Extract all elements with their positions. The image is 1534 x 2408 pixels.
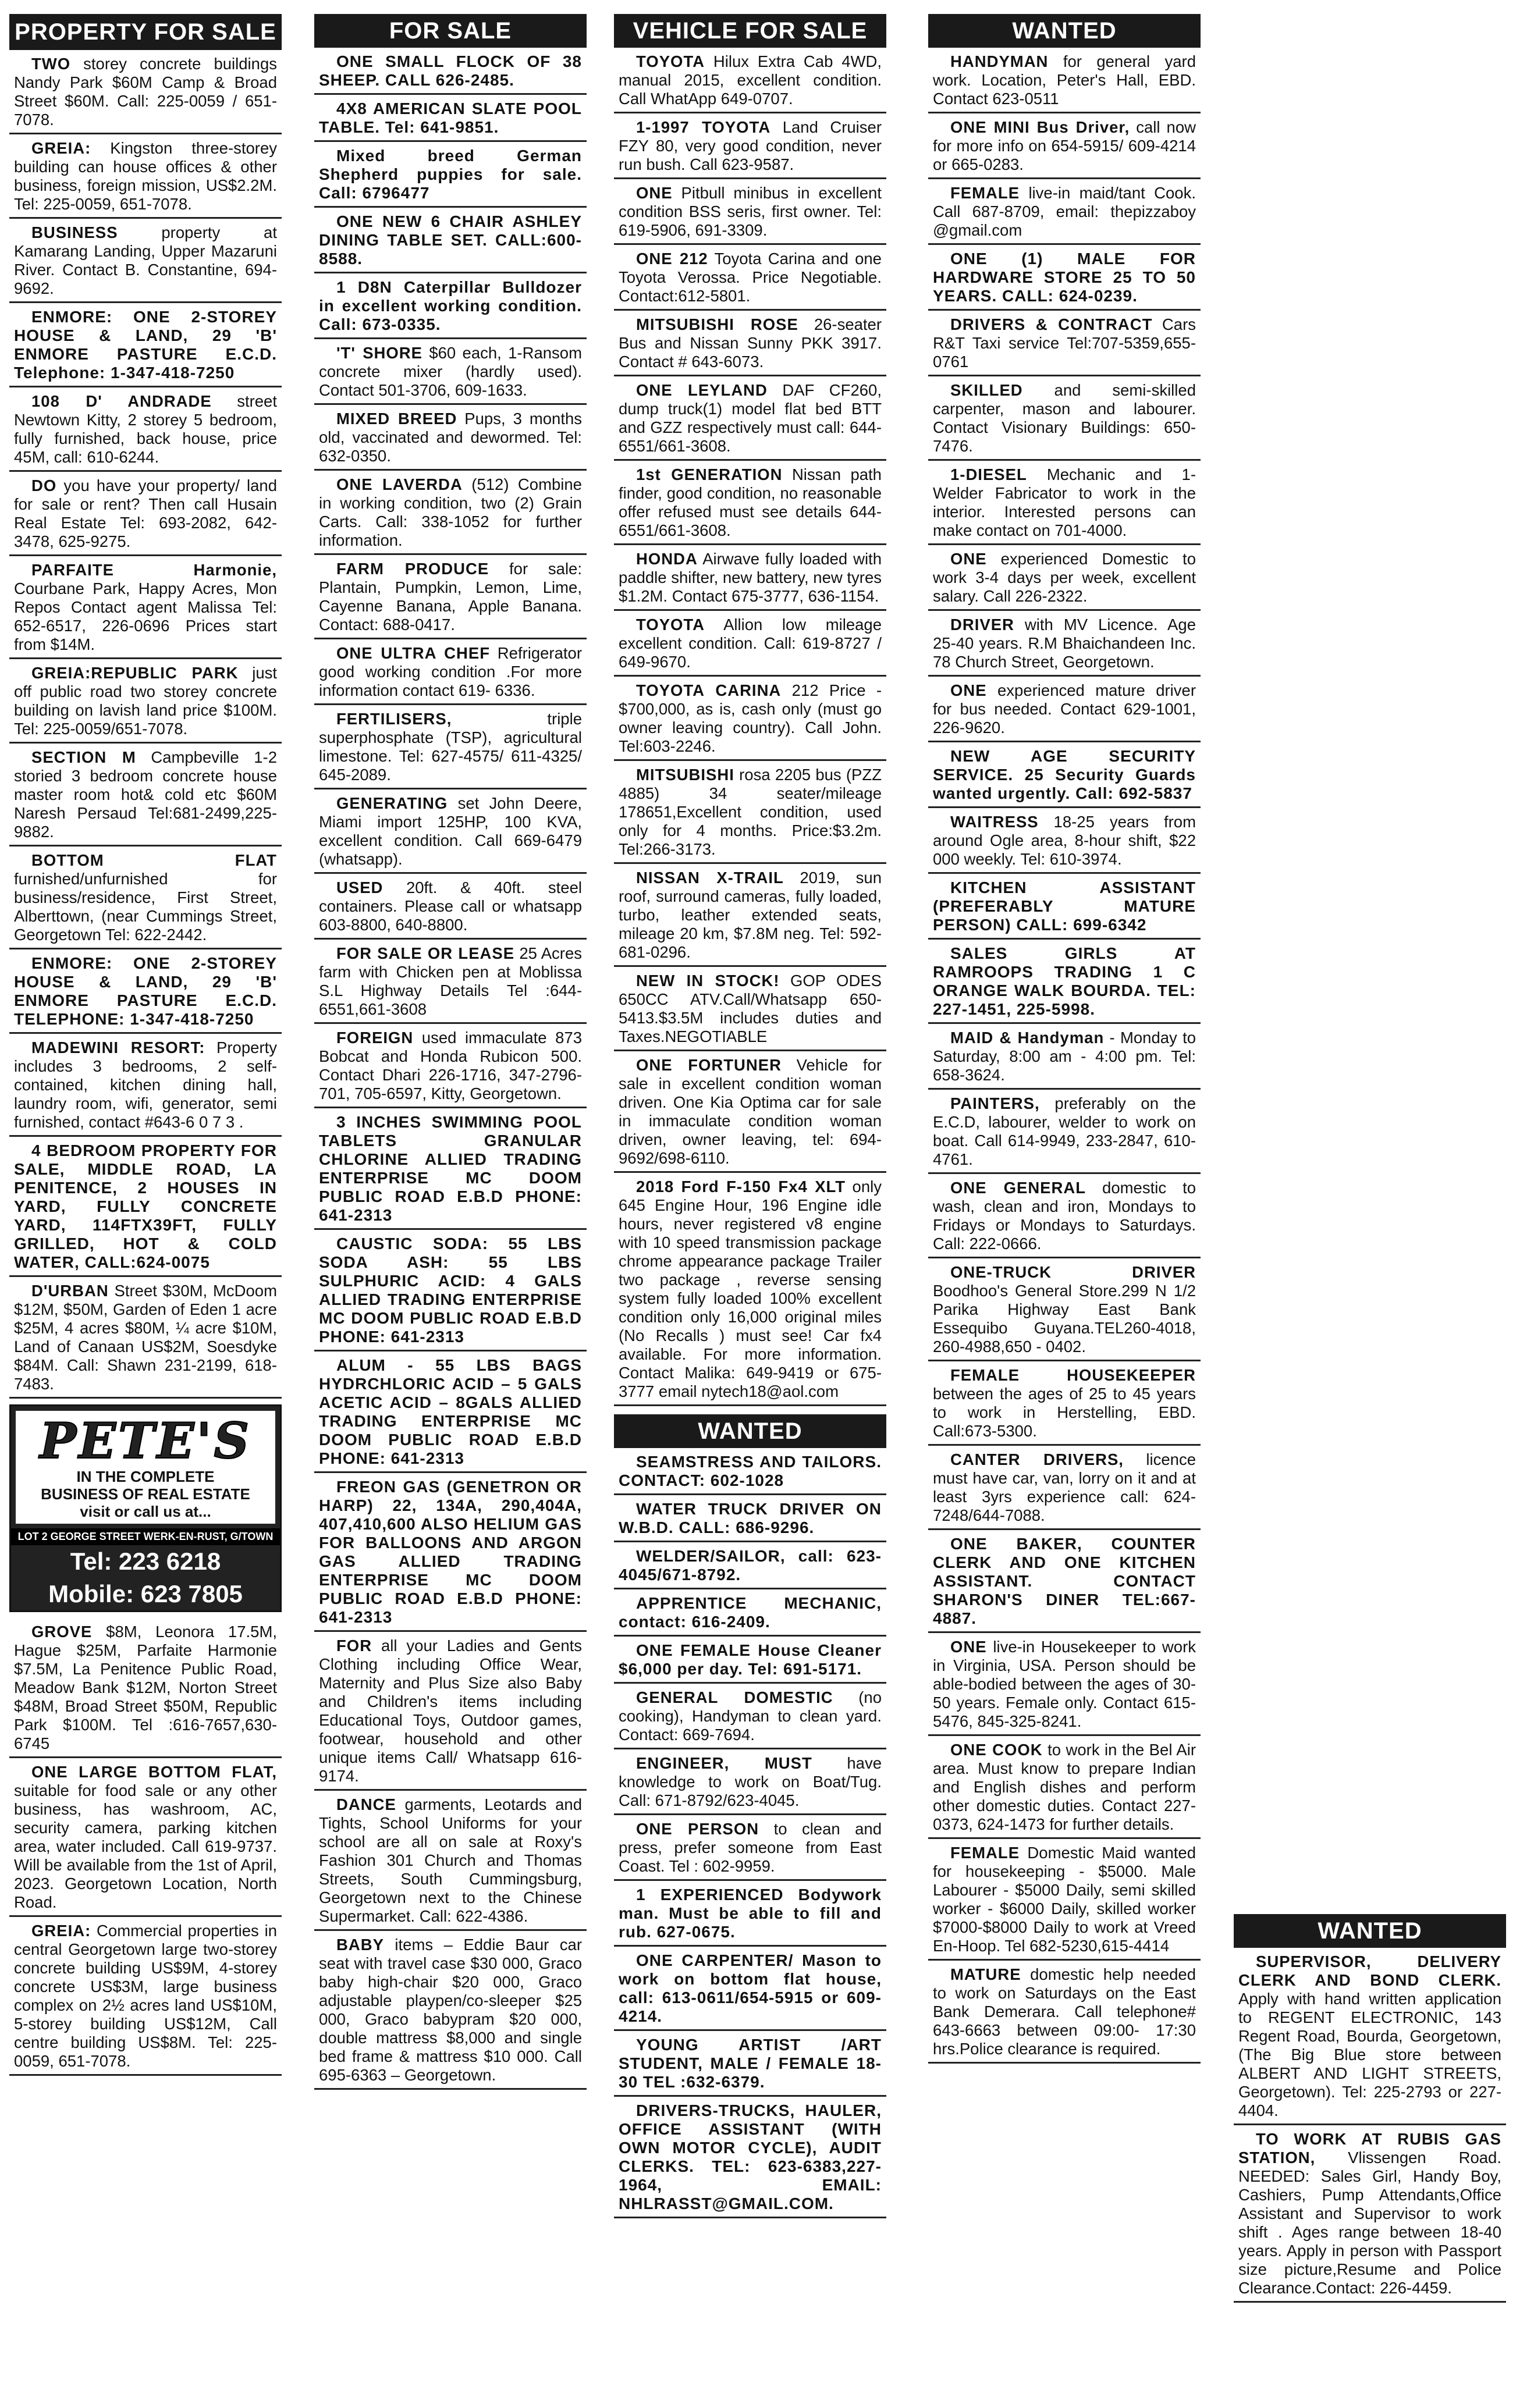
classified-ad — [928, 1633, 1201, 1736]
classified-ad — [928, 874, 1201, 940]
ad-lead: ONE-TRUCK DRIVER — [950, 1263, 1196, 1281]
ad-text: Pups, 3 months old, vaccinated and dewormed. Tel: 632-0350. — [319, 410, 583, 465]
classified-ad — [9, 303, 282, 387]
ad-lead: ONE 212 — [636, 250, 708, 268]
classified-ad — [9, 1277, 282, 1399]
classified-ad — [928, 461, 1201, 545]
classified-ad — [614, 245, 886, 311]
classified-ad — [314, 1632, 587, 1791]
ad-lead: ONE ULTRA CHEF — [336, 644, 491, 662]
ad-lead: 1 EXPERIENCED Bodywork man. Must be able to fill and rub. 627-0675. — [619, 1886, 882, 1941]
ad-lead: TOYOTA — [636, 52, 705, 70]
ad-text: property at Kamarang Landing, Upper Mazaruni River. Contact B. Constantine, 694-9692. — [14, 223, 277, 297]
ads-list — [9, 50, 282, 1399]
classified-ad — [1234, 2125, 1506, 2303]
ad-text: $60 each, 1-Ransom concrete mixer (hardly used). Contact 501-3706, 609-1633. — [319, 344, 582, 399]
ad-lead: GROVE — [31, 1623, 93, 1641]
ad-lead: NEW IN STOCK! — [636, 972, 780, 990]
ad-lead: ONE LARGE BOTTOM FLAT, — [31, 1763, 277, 1781]
ad-lead: KITCHEN ASSISTANT (PREFERABLY MATURE PERSON) CALL: 699-6342 — [933, 878, 1196, 934]
ad-lead: FEMALE HOUSEKEEPER — [950, 1366, 1196, 1384]
ad-lead: TWO — [31, 55, 71, 73]
ad-text: suitable for food sale or any other business, has washroom, AC, security camera, parking kitchen area, water included. Call 619-9737. Will be available from the 1st of April, 2023. Georgetown Location, North Road. — [14, 1781, 277, 1911]
ad-lead: 1 D8N Caterpillar Bulldozer in excellent working condition. Call: 673-0335. — [319, 278, 582, 333]
ad-text: call now for more info on 654-5915/ 609-4214 or 665-0283. — [933, 118, 1196, 173]
classified-ad — [928, 311, 1201, 376]
classified-ad — [614, 113, 886, 179]
ads-list — [614, 1448, 886, 2218]
classified-ad — [614, 967, 886, 1051]
ad-text: Pitbull minibus in excellent condition BSS seris, first owner. Tel: 619-5906, 691-3309. — [619, 184, 882, 239]
classified-ad — [614, 1589, 886, 1637]
ad-lead: MITSUBISHI ROSE — [636, 315, 798, 333]
ad-lead: MIXED BREED — [336, 410, 457, 428]
column-vehicle-for-sale — [614, 14, 886, 2218]
ad-lead: 3 INCHES SWIMMING POOL TABLETS GRANULAR CHLORINE ALLIED TRADING ENTERPRISE MC DOOM PUBLIC ROAD E.B.D PHONE: 641-2313 — [319, 1113, 582, 1224]
ad-lead: 4 BEDROOM PROPERTY FOR SALE, MIDDLE ROAD, LA PENITENCE, 2 HOUSES IN YARD, FULLY CONCRETE YARD, 114FTX39FT, FULLY GRILLED, HOT & COLD WATER, CALL:624-0075 — [14, 1141, 277, 1271]
ad-lead: ALUM - 55 LBS BAGS HYDRCHLORIC ACID – 5 GALS ACETIC ACID – 8GALS ALLIED TRADING ENTERPRISE MC DOOM PUBLIC ROAD E.B.D PHONE: 641-2313 — [319, 1356, 582, 1467]
classified-ad — [614, 461, 886, 545]
ad-text: used immaculate 873 Bobcat and Honda Rubicon 500. Contact Dhari 226-1716, 347-2796-701, 705-6597, Kitty, Georgetown. — [319, 1029, 582, 1102]
classified-ad — [614, 1495, 886, 1542]
classified-ad — [314, 639, 587, 705]
ad-lead: FOREIGN — [336, 1029, 414, 1047]
classified-ad — [314, 273, 587, 339]
ad-lead: WATER TRUCK DRIVER ON W.B.D. CALL: 686-9296. — [619, 1500, 882, 1536]
column-wanted — [928, 14, 1201, 2064]
ad-text: storey concrete buildings Nandy Park $60M Camp & Broad Street $60M. Call: 225-0059 / 651-7078. — [14, 55, 277, 129]
logo-tagline-2: BUSINESS OF REAL ESTATE — [41, 1485, 250, 1503]
logo-address: LOT 2 GEORGE STREET WERK-EN-RUST, G/TOWN — [11, 1528, 280, 1545]
ad-lead: FARM PRODUCE — [336, 560, 489, 578]
ad-lead: ONE LAVERDA — [336, 475, 463, 493]
classified-ad — [314, 1473, 587, 1632]
ad-text: to work in the Bel Air area. Must know to prepare Indian and English dishes and perform other domestic duties. Contact 227-0373, 624-1473 for further details. — [933, 1741, 1196, 1833]
ad-lead: ONE FEMALE House Cleaner $6,000 per day. Tel: 691-5171. — [619, 1641, 882, 1678]
ad-text: Apply with hand written application to REGENT ELECTRONIC, 143 Regent Road, Bourda, Georgetown, (The Big Blue store between ALBERT AND LIGHT STREETS, Georgetown). Tel: 225-2793 or 227-4404. — [1238, 1990, 1501, 2119]
ad-lead: TO WORK AT RUBIS GAS STATION, — [1238, 2130, 1501, 2167]
ad-lead: WELDER/SAILOR, call: 623-4045/671-8792. — [619, 1547, 882, 1584]
ad-text: GOP ODES 650CC ATV.Call/Whatsapp 650-5413.$3.5M includes duties and Taxes.NEGOTIABLE — [619, 972, 882, 1045]
classified-ad — [9, 219, 282, 303]
section-header-property: PROPERTY FOR SALE — [9, 14, 282, 50]
ad-lead: ONE LEYLAND — [636, 381, 768, 399]
ad-text: 25 Acres farm with Chicken pen at Moblissa S.L Highway Details Tel :644-6551,661-3608 — [319, 944, 582, 1018]
ad-lead: ONE MINI Bus Driver, — [950, 118, 1130, 136]
classified-ad — [9, 556, 282, 659]
ad-lead: ONE GENERAL — [950, 1179, 1086, 1197]
classified-ad — [928, 1530, 1201, 1633]
classified-ad — [614, 1051, 886, 1173]
ad-lead: ENGINEER, MUST — [636, 1754, 812, 1772]
classified-ad — [614, 1448, 886, 1495]
classified-ad — [614, 677, 886, 761]
classified-ad — [314, 1230, 587, 1351]
ad-lead: 1-1997 TOYOTA — [636, 118, 771, 136]
ad-lead: SALES GIRLS AT RAMROOPS TRADING 1 C ORANGE WALK BOURDA. TEL: 227-1451, 225-5998. — [933, 944, 1196, 1018]
classified-ad — [614, 1637, 886, 1684]
ad-lead: 108 D' ANDRADE — [31, 392, 212, 410]
ad-text: Vlissengen Road. NEEDED: Sales Girl, Handy Boy, Cashiers, Pump Attendants,Office Assistant and Supervisor to work shift . Ages range between 18-40 years. Apply in person with Passport size picture,Resume and Police Clearance.Contact: 226-4459. — [1238, 2149, 1501, 2297]
classified-ad — [614, 2031, 886, 2097]
ad-lead: GENERATING — [336, 794, 448, 812]
classified-ad — [928, 48, 1201, 113]
classified-ad — [9, 846, 282, 949]
ad-lead: ONE CARPENTER/ Mason to work on bottom flat house, call: 613-0611/654-5915 or 609-4214. — [619, 1951, 882, 2025]
ads-list — [614, 48, 886, 1406]
ad-text: you have your property/ land for sale or rent? Then call Husain Real Estate Tel: 693-2082, 642-3478, 625-9275. — [14, 476, 277, 550]
ad-lead: FEMALE — [950, 1844, 1020, 1862]
ad-text: Commercial properties in central Georgetown large two-storey concrete building US$9M, 4-storey concrete US$3M, large business complex on 2½ acres land US$10M, 5-storey building US$12M, Call centre building US$8M. Tel: 225-0059, 651-7078. — [14, 1922, 277, 2070]
ad-lead: NEW AGE SECURITY SERVICE. 25 Security Guards wanted urgently. Call: 692-5837 — [933, 747, 1196, 802]
classified-ad — [9, 50, 282, 134]
ad-lead: WAITRESS — [950, 813, 1039, 831]
classified-ad — [614, 179, 886, 245]
ad-text: street Newtown Kitty, 2 storey 5 bedroom, fully furnished, back house, price 45M, call: 610-6244. — [14, 392, 277, 466]
ad-text: triple superphosphate (TSP), agricultural limestone. Tel: 627-4575/ 611-4325/ 645-2089. — [319, 710, 582, 784]
classified-ad — [928, 1024, 1201, 1090]
ad-text: 2019, sun roof, surround cameras, fully loaded, turbo, leather extended seats, mileage 20 km, $7.8M neg. Tel: 592-681-0296. — [619, 869, 882, 961]
ad-lead: FOR SALE OR LEASE — [336, 944, 515, 962]
classified-ad — [314, 705, 587, 789]
classified-ad — [614, 1947, 886, 2031]
ad-text: Toyota Carina and one Toyota Verossa. Price Negotiable. Contact:612-5801. — [619, 250, 882, 305]
classified-ad — [614, 611, 886, 677]
section-header-for-sale: FOR SALE — [314, 14, 587, 48]
ad-lead: BUSINESS — [31, 223, 118, 241]
ad-text: Allion low mileage excellent condition. Call: 619-8727 / 649-9670. — [619, 616, 882, 671]
ad-lead: TOYOTA — [636, 616, 705, 634]
classified-ad — [314, 874, 587, 940]
classified-ad — [314, 789, 587, 874]
ad-lead: TOYOTA CARINA — [636, 681, 782, 699]
ad-text: 212 Price - $700,000, as is, cash only (must go owner leaving country). Call John. Tel:603-2246. — [619, 681, 882, 755]
column-wanted-extra — [1234, 1914, 1506, 2303]
classified-ad — [928, 179, 1201, 245]
ad-lead: PAINTERS, — [950, 1094, 1040, 1112]
ad-lead: 4X8 AMERICAN SLATE POOL TABLE. Tel: 641-9851. — [319, 99, 582, 136]
classified-ad — [928, 808, 1201, 874]
ad-lead: ENMORE: ONE 2-STOREY HOUSE & LAND, 29 'B' ENMORE PASTURE E.C.D. TELEPHONE: 1-347-418-7250 — [14, 954, 277, 1028]
classified-ad — [9, 1758, 282, 1917]
ad-lead: ONE (1) MALE FOR HARDWARE STORE 25 TO 50 YEARS. CALL: 624-0239. — [933, 250, 1196, 305]
ad-text: - Monday to Saturday, 8:00 am - 4:00 pm. Tel: 658-3624. — [933, 1029, 1196, 1084]
classified-ad — [928, 677, 1201, 742]
ad-lead: SUPERVISOR, DELIVERY CLERK AND BOND CLERK. — [1238, 1952, 1501, 1989]
section-header-wanted: WANTED — [1234, 1914, 1506, 1948]
ad-text: DAF CF260, dump truck(1) model flat bed BTT and GZZ respectively must call: 644-6551/661-3608. — [619, 381, 882, 455]
ad-text: 18-25 years from around Ogle area, 8-hour shift, $22 000 weekly. Tel: 610-3974. — [933, 813, 1196, 868]
ad-text: licence must have car, van, lorry on it and at least 3yrs experience call: 624-7248/644-7088. — [933, 1450, 1196, 1524]
ad-text: Domestic Maid wanted for housekeeping - $5000. Male Labourer - $5000 Daily, semi skilled worker - $6000 Daily, skilled worker $7000-$8000 Daily to work at Vreed En-Hoop. Tel 682-5230,615-4414 — [933, 1844, 1196, 1955]
classified-ad — [314, 940, 587, 1024]
classified-ad — [614, 311, 886, 376]
ad-lead: GREIA:REPUBLIC PARK — [31, 664, 239, 682]
petes-real-estate-logo — [9, 1404, 282, 1612]
ad-text: between the ages of 25 to 45 years to work in Herstelling, EBD. Call:673-5300. — [933, 1385, 1196, 1440]
classified-ad — [314, 142, 587, 208]
ad-text: have knowledge to work on Boat/Tug. Call: 671-8792/623-4045. — [619, 1754, 882, 1809]
ad-text: Refrigerator good working condition .For more information contact 619- 6336. — [319, 644, 582, 699]
ad-lead: ENMORE: ONE 2-STOREY HOUSE & LAND, 29 'B' ENMORE PASTURE E.C.D. Telephone: 1-347-418-7250 — [14, 308, 277, 382]
ad-text: Airwave fully loaded with paddle shifter, new battery, new tyres $1.2M. Contact 675-3777, 636-1154. — [619, 550, 882, 605]
classified-ad — [314, 405, 587, 471]
ad-text: Courbane Park, Happy Acres, Mon Repos Contact agent Malissa Tel: 652-6517, 226-0696 Prices start from $14M. — [14, 579, 277, 653]
ad-lead: ONE SMALL FLOCK OF 38 SHEEP. CALL 626-2485. — [319, 52, 582, 89]
classified-ad — [928, 611, 1201, 677]
classified-ad — [314, 95, 587, 142]
classified-ad — [614, 376, 886, 461]
ad-text: just off public road two storey concrete building on lavish land price $100M. Tel: 225-0059/651-7078. — [14, 664, 277, 738]
ad-lead: ONE NEW 6 CHAIR ASHLEY DINING TABLE SET. CALL:600-8588. — [319, 212, 582, 268]
ad-lead: D'URBAN — [31, 1282, 109, 1300]
ad-text: furnished/unfurnished for business/residence, First Street, Alberttown, (near Cummings Street, Georgetown Tel: 622-2442. — [14, 870, 277, 944]
classified-ad — [614, 1542, 886, 1589]
classified-ad — [614, 2097, 886, 2218]
ad-text: Mechanic and 1-Welder Fabricator to work in the interior. Interested persons can make contact on 701-4000. — [933, 465, 1196, 539]
ad-lead: GENERAL DOMESTIC — [636, 1688, 833, 1706]
ad-text: for general yard work. Location, Peter's Hall, EBD. Contact 623-0511 — [933, 52, 1196, 108]
classified-ad — [314, 471, 587, 555]
ad-lead: 2018 Ford F-150 Fx4 XLT — [636, 1178, 846, 1196]
ad-text: and semi-skilled carpenter, mason and labourer. Contact Visionary Buildings: 650-7476. — [933, 381, 1196, 455]
ad-lead: FOR — [336, 1637, 372, 1655]
ad-lead: ONE — [950, 550, 987, 568]
ad-lead: ONE — [950, 681, 987, 699]
classified-ad — [9, 1137, 282, 1277]
classified-ad — [614, 761, 886, 864]
ad-lead: USED — [336, 878, 384, 897]
classified-ad — [614, 1173, 886, 1406]
classified-ad — [614, 48, 886, 113]
ad-text: garments, Leotards and Tights, School Uniforms for your school are all on sale at Roxy's Fashion 301 Church and Thomas Streets, South Cummingsburg, Georgetown next to the Chinese Supermarket. Call: 622-4386. — [319, 1795, 582, 1925]
classified-ad — [9, 472, 282, 556]
classified-ad — [928, 742, 1201, 808]
ad-text: Vehicle for sale in excellent condition woman driven. One Kia Optima car for sale in immaculate condition woman driven, owner leaving, tel: 694-9692/698-6110. — [619, 1056, 882, 1167]
ads-list — [314, 48, 587, 2090]
ad-lead: ONE PERSON — [636, 1820, 759, 1838]
classified-ad — [614, 1815, 886, 1881]
classified-ad — [9, 134, 282, 219]
ad-text: to clean and press, prefer someone from East Coast. Tel : 602-9959. — [619, 1820, 882, 1875]
classified-ad — [9, 1034, 282, 1137]
classified-ad — [314, 208, 587, 273]
classified-ad — [9, 744, 282, 846]
ad-lead: 1st GENERATION — [636, 465, 783, 483]
ad-text: Street $30M, McDoom $12M, $50M, Garden of Eden 1 acre $25M, 4 acres $80M, ¼ acre $10M, Land of Canaan US$2M, Soesdyke $84M. Call: Shawn 231-2199, 618-7483. — [14, 1282, 277, 1393]
ads-list — [928, 48, 1201, 2064]
ad-lead: SECTION M — [31, 748, 136, 766]
ad-lead: BABY — [336, 1936, 384, 1954]
ad-lead: GREIA: — [31, 1922, 91, 1940]
ad-text: live-in Housekeeper to work in Virginia, USA. Person should be able-bodied between the ages of 30-50 years. Female only. Contact 615-5476, 845-325-8241. — [933, 1638, 1196, 1730]
ad-lead: Mixed breed German Shepherd puppies for sale. Call: 6796477 — [319, 147, 582, 202]
ad-text: live-in maid/tant Cook. Call 687-8709, email: thepizzaboy @gmail.com — [933, 184, 1196, 239]
classified-ad — [1234, 1948, 1506, 2125]
classified-ad — [314, 48, 587, 95]
classified-ad — [614, 1684, 886, 1749]
ad-text: Hilux Extra Cab 4WD, manual 2015, excellent condition. Call WhatApp 649-0707. — [619, 52, 882, 108]
logo-brand: PETE'S — [39, 1412, 252, 1470]
classified-ad — [928, 1090, 1201, 1174]
classified-ad — [614, 1749, 886, 1815]
ad-lead: FERTILISERS, — [336, 710, 452, 728]
logo-tel: Tel: 223 6218 — [70, 1548, 221, 1575]
ad-lead: HONDA — [636, 550, 698, 568]
classified-ad — [614, 545, 886, 611]
logo-mobile: Mobile: 623 7805 — [48, 1580, 243, 1607]
section-header-wanted: WANTED — [614, 1414, 886, 1448]
section-header-wanted: WANTED — [928, 14, 1201, 48]
ad-lead: DANCE — [336, 1795, 396, 1813]
ad-lead: 1-DIESEL — [950, 465, 1027, 483]
ad-text: experienced mature driver for bus needed. Contact 629-1001, 226-9620. — [933, 681, 1196, 737]
ad-lead: DRIVERS-TRUCKS, HAULER, OFFICE ASSISTANT (WITH OWN MOTOR CYCLE), AUDIT CLERKS. TEL: 623-6383,227-1964, EMAIL: NHLRASST@GMAIL.COM. — [619, 2101, 882, 2213]
ad-text: preferably on the E.C.D, labourer, welder to work on boat. Call 614-9949, 233-2847, 610-4761. — [933, 1094, 1196, 1168]
ad-lead: APPRENTICE MECHANIC, contact: 616-2409. — [619, 1594, 882, 1631]
classified-ad — [9, 1618, 282, 1758]
classified-ad — [9, 387, 282, 472]
classified-ad — [928, 1446, 1201, 1530]
classified-ad — [928, 1839, 1201, 1961]
classified-ad — [928, 245, 1201, 311]
ads-list — [9, 1618, 282, 2076]
classified-ad — [928, 1961, 1201, 2064]
ad-text: Cars R&T Taxi service Tel:707-5359,655-0761 — [933, 315, 1196, 371]
ad-text: items – Eddie Baur car seat with travel case $30 000, Graco baby high-chair $20 000, Graco adjustable playpen/co-sleeper $25 000, Graco babypram $20 000, double mattress $8,000 and single bed frame & mattress $10 000. Call 695-6363 – Georgetown. — [319, 1936, 582, 2084]
ad-lead: FEMALE — [950, 184, 1020, 202]
ad-text: rosa 2205 bus (PZZ 4885) 34 seater/mileage 178651,Excellent condition, used only for 4 months. Price:$3.2m. Tel:266-3173. — [619, 766, 882, 858]
ad-text: domestic to wash, clean and iron, Mondays to Fridays or Mondays to Saturdays. Call: 222-0666. — [933, 1179, 1196, 1253]
classified-ad — [928, 940, 1201, 1024]
classified-ad — [9, 659, 282, 744]
classified-ad — [928, 1258, 1201, 1361]
ad-text: Boodhoo's General Store.299 N 1/2 Parika Highway East Bank Essequibo Guyana.TEL260-4018, 260-4988,650 - 0402. — [933, 1282, 1196, 1356]
ad-lead: GREIA: — [31, 139, 91, 157]
ad-lead: ONE COOK — [950, 1741, 1043, 1759]
classified-ad — [314, 555, 587, 639]
ad-lead: MATURE — [950, 1965, 1021, 1983]
ad-lead: MADEWINI RESORT: — [31, 1038, 205, 1057]
ad-lead: HANDYMAN — [950, 52, 1049, 70]
ad-lead: SEAMSTRESS AND TAILORS. CONTACT: 602-1028 — [619, 1453, 882, 1489]
ad-lead: YOUNG ARTIST /ART STUDENT, MALE / FEMALE 18-30 TEL :632-6379. — [619, 2036, 882, 2091]
classified-ad — [928, 1736, 1201, 1839]
ad-text: Nissan path finder, good condition, no reasonable offer refused must see details 644-6551/661-3608. — [619, 465, 882, 539]
ad-lead: DRIVERS & CONTRACT — [950, 315, 1153, 333]
column-for-sale — [314, 14, 587, 2090]
column-property-for-sale — [9, 14, 282, 2076]
ad-text: Property includes 3 bedrooms, 2 self-contained, kitchen dining hall, laundry room, wifi, generator, semi furnished, contact #643-6 0 7 3 . — [14, 1038, 277, 1131]
logo-tagline-1: IN THE COMPLETE — [76, 1468, 215, 1485]
ad-lead: FREON GAS (GENETRON OR HARP) 22, 134A, 290,404A, 407,410,600 ALSO HELIUM GAS FOR BALLOONS AND ARGON GAS ALLIED TRADING ENTERPRISE MC DOOM PUBLIC ROAD E.B.D PHONE: 641-2313 — [319, 1478, 582, 1626]
ad-text: with MV Licence. Age 25-40 years. R.M Bhaichandeen Inc. 78 Church Street, Georgetown. — [933, 616, 1196, 671]
classified-ad — [9, 949, 282, 1034]
ad-lead: MAID & Handyman — [950, 1029, 1105, 1047]
classified-ad — [9, 1917, 282, 2076]
ad-text: for sale: Plantain, Pumpkin, Lemon, Lime, Cayenne Banana, Apple Banana. Contact: 688-0417. — [319, 560, 582, 634]
classified-ad — [314, 1108, 587, 1230]
classified-ad — [614, 1881, 886, 1947]
ad-lead: ONE BAKER, COUNTER CLERK AND ONE KITCHEN ASSISTANT. CONTACT SHARON'S DINER TEL:667-4887. — [933, 1535, 1196, 1627]
classified-ad — [928, 113, 1201, 179]
ad-text: set John Deere, Miami import 125HP, 100 KVA, excellent condition. Call 669-6479 (whatsapp). — [319, 794, 582, 868]
ad-text: (no cooking), Handyman to clean yard. Contact: 669-7694. — [619, 1688, 882, 1744]
ad-text: (512) Combine in working condition, two (2) Grain Carts. Call: 338-1052 for further information. — [319, 475, 582, 549]
ad-lead: DO — [31, 476, 57, 495]
ad-text: 20ft. & 40ft. steel containers. Please call or whatsapp 603-8800, 640-8800. — [319, 878, 582, 934]
classified-ad — [314, 1791, 587, 1931]
ad-text: 26-seater Bus and Nissan Sunny PKK 3917. Contact # 643-6073. — [619, 315, 882, 371]
ad-lead: BOTTOM FLAT — [31, 851, 277, 869]
classified-ad — [928, 1361, 1201, 1446]
ad-lead: 'T' SHORE — [336, 344, 422, 362]
ad-text: Land Cruiser FZY 80, very good condition, never run bush. Call 623-9587. — [619, 118, 882, 173]
ad-lead: MITSUBISHI — [636, 766, 734, 784]
ad-text: $8M, Leonora 17.5M, Hague $25M, Parfaite Harmonie $7.5M, La Penitence Public Road, Meadow Bank $12M, Norton Street $48M, Broad Street $50M, Republic Park $100M. Tel :616-7657,630-6745 — [14, 1623, 277, 1752]
ad-lead: ONE FORTUNER — [636, 1056, 782, 1074]
ad-lead: CAUSTIC SODA: 55 LBS SODA ASH: 55 LBS SULPHURIC ACID: 4 GALS ALLIED TRADING ENTERPRISE MC DOOM PUBLIC ROAD E.B.D PHONE: 641-2313 — [319, 1235, 582, 1346]
classified-ad — [314, 1024, 587, 1108]
ad-text: experienced Domestic to work 3-4 days per week, excellent salary. Call 226-2322. — [933, 550, 1196, 605]
ad-lead: PARFAITE Harmonie, — [31, 561, 277, 579]
ad-text: Campbeville 1-2 storied 3 bedroom concrete house master room hot& cold etc $60M Naresh Persaud Tel:681-2499,225-9882. — [14, 748, 277, 841]
classified-ad — [928, 545, 1201, 611]
ads-list — [1234, 1948, 1506, 2303]
classified-ad — [928, 1174, 1201, 1258]
logo-tagline-3: visit or call us at... — [80, 1503, 211, 1520]
ad-lead: SKILLED — [950, 381, 1023, 399]
ad-lead: DRIVER — [950, 616, 1014, 634]
classified-ad — [314, 1351, 587, 1473]
ad-text: Kingston three-storey building can house offices & other business, foreign mission, US$2.2M. Tel: 225-0059, 651-7078. — [14, 139, 277, 213]
ad-text: only 645 Engine Hour, 196 Engine idle hours, never registered v8 engine with 10 speed transmission package chrome appearance package Trailer two package , reverse sensing system fully loaded 100% excellent condition only 16,000 original miles (No Recalls ) must see! Car fx4 available. For more information. Contact Malika: 649-9419 or 675-3777 email nytech18@aol.com — [619, 1178, 882, 1400]
section-header-vehicle: VEHICLE FOR SALE — [614, 14, 886, 48]
ad-text: all your Ladies and Gents Clothing including Office Wear, Maternity and Plus Size also Baby and Children's items including Educational Toys, Outdoor games, footwear, household and other unique items Call/ Whatsapp 616-9174. — [319, 1637, 582, 1785]
ad-text: domestic help needed to work on Saturdays on the East Bank Demerara. Call telephone# 643-6663 between 09:00- 17:30 hrs.Police clearance is required. — [933, 1965, 1196, 2058]
ad-lead: CANTER DRIVERS, — [950, 1450, 1124, 1468]
classified-ad — [614, 864, 886, 967]
ad-lead: ONE — [636, 184, 673, 202]
classified-ad — [314, 339, 587, 405]
ad-lead: NISSAN X-TRAIL — [636, 869, 784, 887]
classified-ad — [314, 1931, 587, 2090]
classified-ad — [928, 376, 1201, 461]
ad-lead: ONE — [950, 1638, 987, 1656]
